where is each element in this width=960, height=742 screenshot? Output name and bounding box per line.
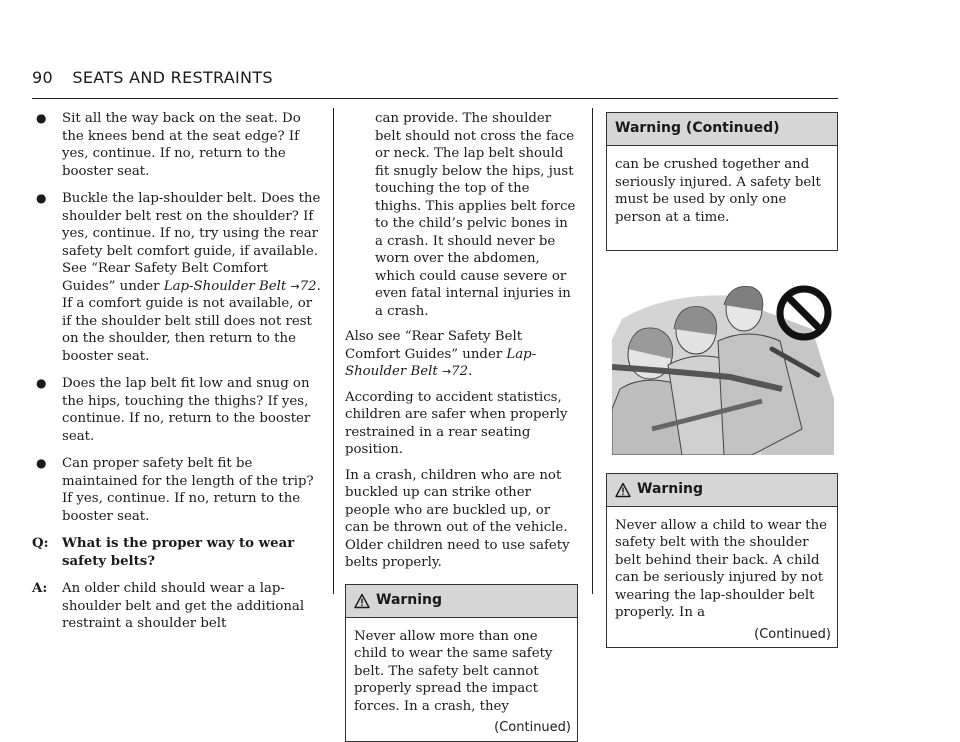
warning-title: Warning [376,591,443,608]
warning-triangle-icon [615,482,631,498]
bullet-icon: ● [36,376,47,390]
warning-header [346,585,577,618]
page-reference[interactable]: 72 [299,278,317,294]
column-divider-1 [333,108,334,594]
column-2 [345,110,578,742]
warning-box-2 [606,473,838,649]
warning-box-continued [606,112,838,251]
cross-reference-link[interactable]: Lap-Shoulder Belt [163,278,287,294]
warning-header [607,113,837,146]
answer: A: An older child should wear a lap-shoulder belt and get the additional restraint a shoulder belt [32,581,305,631]
page-number: 90 [32,68,53,87]
warning-header [607,474,837,507]
page-reference[interactable]: 72 [451,364,469,379]
list-item: ● Can proper safety belt fit be maintained for the length of the trip? If yes, continue. If no, return to the booster seat. [36,456,314,524]
warning-title: Warning (Continued) [615,120,780,137]
cross-reference-link[interactable]: Lap-Shoulder Belt [345,346,537,379]
warning-box [345,584,578,742]
page-header [32,68,287,87]
list-item: ● Does the lap belt fit low and snug on the hips, touching the thighs? If yes, continue. If no, return to the booster seat. [36,376,311,444]
header-rule [32,98,838,99]
paragraph: According to accident statistics, children are safer when properly restrained in a rear seating position. [345,389,568,457]
list-item: ● Sit all the way back on the seat. Do the knees bend at the seat edge? If yes, continue. If no, return to the booster seat. [36,111,301,179]
arrow-icon: → [290,279,300,293]
list-item: ● Buckle the lap-shoulder belt. Does the shoulder belt rest on the shoulder? If yes, continue. If no, try using the rear safety belt comfort guide, if available. See “Rear Safety Belt Comfort Guides” under Lap-Shoulder Belt →72. If a comfort guide is not available, or if the shoulder belt still does not rest on the shoulder, then return to the booster seat. [36,191,321,364]
paragraph: In a crash, children who are not buckled up can strike other people who are buckled up, or can be thrown out of the vehicle. Older children need to use safety belts properly. [345,467,570,570]
bullet-icon: ● [36,191,47,205]
continued-label: (Continued) [494,720,571,735]
column-1 [32,110,324,643]
see-also-paragraph: Also see “Rear Safety Belt Comfort Guides” under Lap-Shoulder Belt →72. [345,329,537,379]
warning-title: Warning [637,480,704,497]
warning-text: Never allow a child to wear the safety belt with the shoulder belt behind their back. A child can be seriously injured by not wearing the lap-shoulder belt properly. In a [615,517,828,620]
safety-belt-illustration [612,279,834,455]
answer-continuation: can provide. The shoulder belt should not cross the face or neck. The lap belt should fit snugly below the hips, just touching the top of the thighs. This applies belt force to the child’s pelvic bones in a crash. It should never be worn over the abdomen, which could cause severe or even fatal internal injuries in a crash. [375,111,576,319]
warning-text: Never allow more than one child to wear the same safety belt. The safety belt cannot properly spread the impact forces. In a crash, they [354,628,553,714]
bullet-icon: ● [36,111,47,125]
continued-label: (Continued) [754,626,831,642]
bullet-icon: ● [36,456,47,470]
column-divider-2 [592,108,593,594]
warning-text: can be crushed together and seriously injured. A safety belt must be used by only one person at a time. [615,157,821,225]
arrow-icon: → [441,365,452,378]
column-3 [606,112,838,648]
question: Q: What is the proper way to wear safety belts? [32,536,295,569]
warning-triangle-icon [354,593,370,609]
section-title: SEATS AND RESTRAINTS [72,68,273,87]
